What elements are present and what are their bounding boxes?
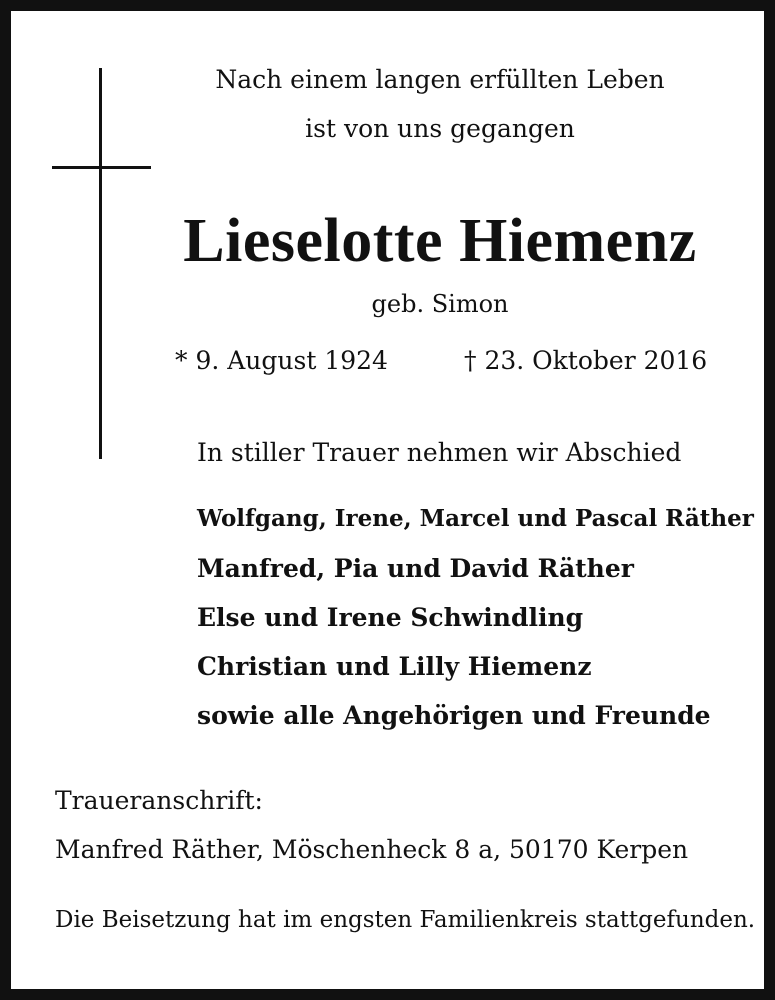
funeral-note: Die Beisetzung hat im engsten Familienkreis stattgefunden. <box>55 907 756 933</box>
address-value: Manfred Räther, Möschenheck 8 a, 50170 Kerpen <box>55 835 689 864</box>
death-date: † 23. Oktober 2016 <box>464 346 708 375</box>
deceased-name: Lieselotte Hiemenz <box>183 207 697 275</box>
birth-date: * 9. August 1924 <box>175 346 388 375</box>
family-member: Wolfgang, Irene, Marcel und Pascal Räther <box>197 505 754 532</box>
mourning-line: In stiller Trauer nehmen wir Abschied <box>197 438 682 467</box>
family-member: Christian und Lilly Hiemenz <box>197 652 592 681</box>
cross-horizontal-bar <box>52 166 151 169</box>
intro-line-1: Nach einem langen erfüllten Leben <box>215 65 665 94</box>
family-member: sowie alle Angehörigen und Freunde <box>197 701 711 730</box>
family-member: Manfred, Pia und David Räther <box>197 554 634 583</box>
cross-vertical-bar <box>99 68 102 459</box>
address-label: Traueranschrift: <box>55 786 263 815</box>
birth-name: geb. Simon <box>371 290 509 318</box>
intro-line-2: ist von uns gegangen <box>305 114 575 143</box>
family-member: Else und Irene Schwindling <box>197 603 584 632</box>
